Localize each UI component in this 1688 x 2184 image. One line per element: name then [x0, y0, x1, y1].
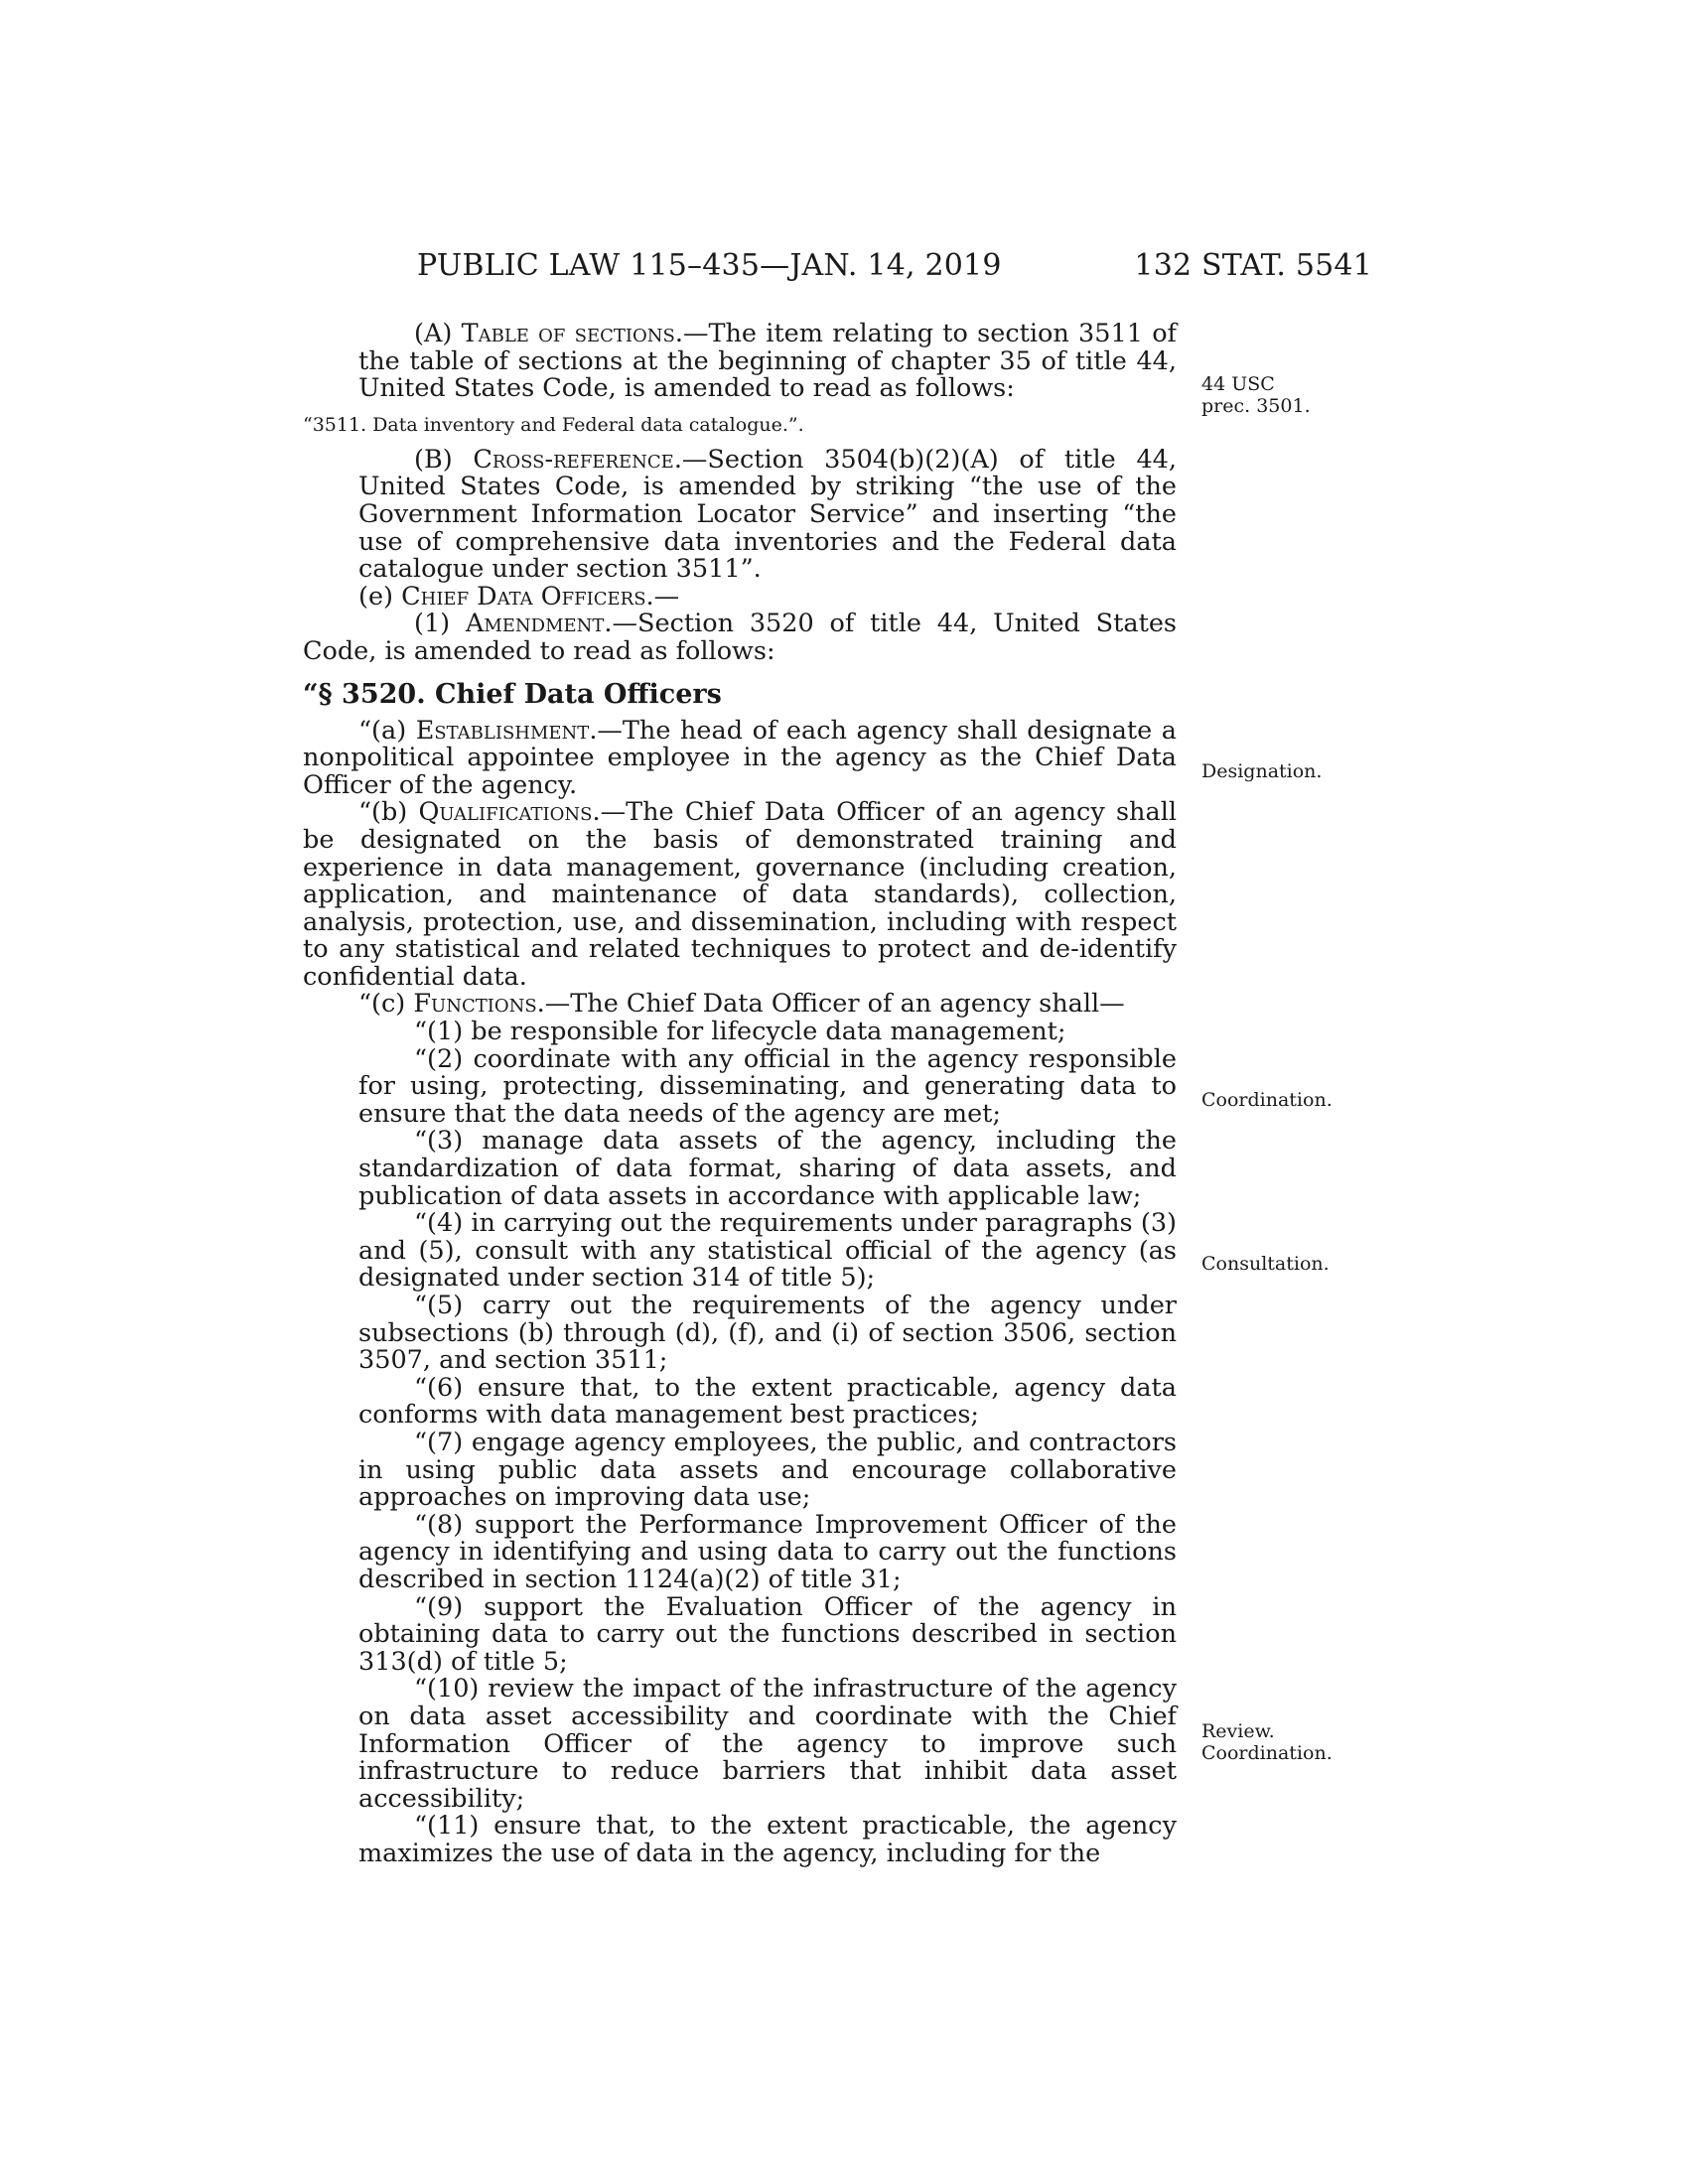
- subsec-a-heading: Establishment: [415, 715, 590, 746]
- margin-note-usc-line2: prec. 3501.: [1201, 395, 1311, 417]
- paragraph-e1-amendment: [303, 611, 1177, 665]
- function-item-1: “(1) be responsible for lifecycle data management;: [414, 1017, 1066, 1047]
- margin-note-coordination: Coordination.: [1201, 1089, 1333, 1111]
- subsection-c-functions: [303, 991, 1177, 1019]
- para-a-label: (A): [414, 319, 453, 348]
- margin-note-usc: [1201, 373, 1311, 417]
- function-item-2: “(2) coordinate with any official in the agency responsible for using, protecting, disseminating, and generating data to ensure that the data needs of the agency are met;: [358, 1043, 1177, 1129]
- header-law-title: PUBLIC LAW 115–435—JAN. 14, 2019: [417, 248, 1002, 283]
- subsection-a-establishment: [303, 715, 1177, 800]
- document-body: [303, 321, 1177, 1867]
- para-b-label: (B): [414, 444, 453, 475]
- subsec-b-label: “(b): [358, 797, 408, 828]
- para-b-text: .—Section 3504(b)(2)(A) of title 44, United States Code, is amended by striking “the use of the Government Information Locator Service” and inserting “the use of comprehensive data inventories and the Federal data catalogue under section 3511”.: [358, 444, 1177, 585]
- section-3520-title: “§ 3520. Chief Data Officers: [303, 678, 722, 710]
- function-item-9: “(9) support the Evaluation Officer of the agency in obtaining data to carry out the functions described in section 313(d) of title 5;: [358, 1591, 1177, 1677]
- paragraph-b-cross-reference: [303, 444, 1177, 585]
- function-item-7: “(7) engage agency employees, the public, and contractors in using public data assets and encourage collaborative approaches on improving data use;: [358, 1427, 1177, 1513]
- para-a-text: .—The item relating to section 3511 of the table of sections at the beginning of chapter 35 of title 44, United States Code, is amended to read as follows:: [358, 319, 1177, 404]
- paragraph-a-table-of-sections: [303, 321, 1177, 403]
- para-e1-text: .—Section 3520 of title 44, United States Code, is amended to read as follows:: [303, 609, 1177, 666]
- margin-note-review: [1201, 1720, 1333, 1764]
- margin-note-usc-line1: 44 USC: [1201, 373, 1275, 395]
- subsec-b-text: .—The Chief Data Officer of an agency shall be designated on the basis of demonstrated training and experience in data management, governance (including creation, application, and maintenance of data standards), collection, analysis, protection, use, and dissemination, including with respect to any statistical and related techniques to protect and de-identify confidential data.: [303, 797, 1177, 992]
- function-item-11: “(11) ensure that, to the extent practicable, the agency maximizes the use of data in the agency, including for the: [358, 1811, 1177, 1868]
- subsec-c-text: .—The Chief Data Officer of an agency shall—: [536, 989, 1125, 1020]
- para-a-heading: Table of sections: [461, 319, 675, 348]
- function-item-6: “(6) ensure that, to the extent practicable, agency data conforms with data management best practices;: [358, 1372, 1177, 1431]
- header-stat-page: 132 STAT. 5541: [1134, 248, 1372, 283]
- subsection-e-chief-data-officers: [303, 581, 1177, 612]
- function-item-8: “(8) support the Performance Improvement Officer of the agency in identifying and using data to carry out the functions described in section 1124(a)(2) of title 31;: [358, 1509, 1177, 1594]
- subsec-b-heading: Qualifications: [418, 797, 593, 828]
- subsec-e-text: .—: [645, 581, 680, 612]
- subsec-c-heading: Functions: [413, 989, 537, 1020]
- margin-note-consultation: Consultation.: [1201, 1253, 1330, 1275]
- subsec-c-label: “(c): [358, 989, 406, 1020]
- para-b-heading: Cross-reference: [473, 444, 674, 475]
- function-item-5: “(5) carry out the requirements of the agency under subsections (b) through (d), (f), and (i) of section 3506, section 3507, and section 3511;: [358, 1291, 1177, 1376]
- function-item-3: “(3) manage data assets of the agency, including the standardization of data format, sharing of data assets, and publication of data assets in accordance with applicable law;: [358, 1126, 1177, 1211]
- margin-note-review-line: Review.: [1201, 1720, 1275, 1742]
- running-header: [417, 248, 1372, 288]
- subsection-b-qualifications: [303, 799, 1177, 991]
- subsec-e-label: (e): [358, 581, 393, 612]
- subsec-a-label: “(a): [358, 715, 407, 746]
- margin-note-coordination-2: Coordination.: [1201, 1742, 1333, 1764]
- para-e1-heading: Amendment: [465, 609, 605, 639]
- function-item-10: “(10) review the impact of the infrastructure of the agency on data asset accessibility and coordinate with the Chief Information Officer of the agency to improve such infrastructure to reduce barriers that inhibit data asset accessibility;: [358, 1674, 1177, 1814]
- para-e1-label: (1): [414, 609, 451, 639]
- margin-note-designation: Designation.: [1201, 760, 1323, 782]
- subsec-a-text: .—The head of each agency shall designate a nonpolitical appointee employee in the agency as the Chief Data Officer of the agency.: [303, 715, 1177, 800]
- function-item-4: “(4) in carrying out the requirements under paragraphs (3) and (5), consult with any statistical official of the agency (as designated under section 314 of title 5);: [358, 1208, 1177, 1294]
- subsec-e-heading: Chief Data Officers: [401, 581, 646, 612]
- table-item-quote: “3511. Data inventory and Federal data catalogue.”.: [303, 413, 804, 436]
